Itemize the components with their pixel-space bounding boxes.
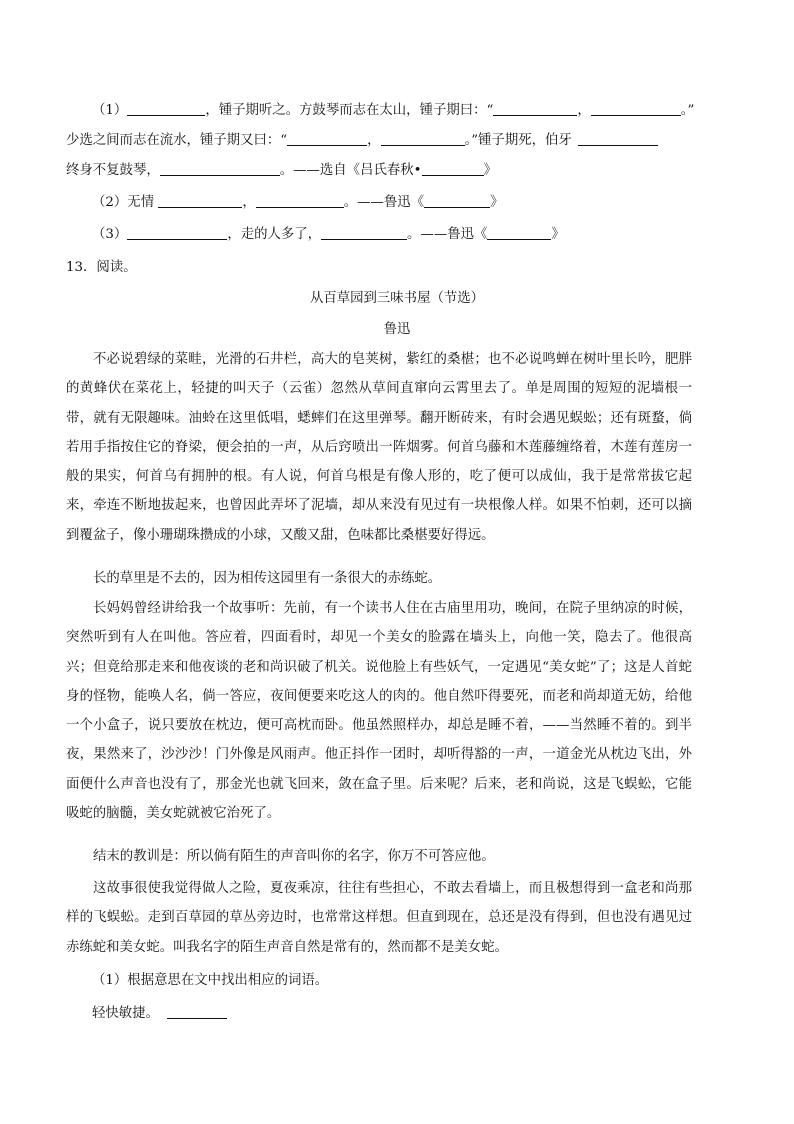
q12-line-4: （2）无情 ， 。——鲁迅《 》 bbox=[92, 195, 504, 210]
passage-paragraph: 不必说碧绿的菜畦，光滑的石井栏，高大的皂荚树，紫红的桑椹；也不必说鸣蝉在树叶里长吟，肥胖的黄蜂伏在菜花上，轻捷的叫天子（云雀）忽然从草间直窜向云霄里去了。单是周围的短短的泥墙根一带，就有无限趣味。油蛉在这里低唱，蟋蟀们在这里弹琴。翻开断砖来，有时会遇见蜈蚣；还有斑蝥，倘若用手指按住它的脊梁，便会拍的一声，从后窍喷出一阵烟雾。何首乌藤和木莲藤缠络着，木莲有莲房一般的果实，何首乌有拥肿的根。有人说，何首乌根是有像人形的，吃了便可以成仙，我于是常常拔它起来，牵连不断地拔起来，也曾因此弄坏了泥墙，却从来没有见过有一块根像人样。如果不怕刺，还可以摘到覆盆子，像小珊瑚珠攒成的小球，又酸又甜，色味都比桑椹要好得远。 bbox=[66, 352, 692, 543]
answer-blank[interactable] bbox=[321, 225, 407, 240]
answer-blank[interactable] bbox=[591, 101, 681, 116]
answer-blank[interactable] bbox=[287, 131, 367, 146]
answer-blank[interactable] bbox=[493, 101, 577, 116]
q12-line-3: 终身不复鼓琴， 。——选自《吕氏春秋• 》 bbox=[66, 163, 497, 178]
passage-paragraph: 结末的教训是：所以倘有陌生的声音叫你的名字，你万不可答应他。 bbox=[93, 849, 495, 864]
answer-blank[interactable] bbox=[158, 193, 242, 208]
answer-blank[interactable] bbox=[127, 101, 205, 116]
answer-blank[interactable] bbox=[422, 161, 484, 176]
answer-blank[interactable] bbox=[167, 1004, 227, 1019]
answer-blank[interactable] bbox=[127, 225, 227, 240]
q12-line-1: （1） ，锺子期听之。方鼓琴而志在太山，锺子期曰：“ ， 。” bbox=[92, 103, 695, 118]
passage-author: 鲁迅 bbox=[383, 322, 411, 337]
q12-line-5: （3） ，走的人多了， 。——鲁迅《 》 bbox=[92, 227, 565, 242]
question-label: 13．阅读。 bbox=[66, 260, 137, 275]
vocab-item: 轻快敏捷。 bbox=[92, 1004, 227, 1024]
answer-blank[interactable] bbox=[160, 161, 280, 176]
passage-title: 从百草园到三味书屋（节选） bbox=[309, 291, 485, 306]
sub-question: （1）根据意思在文中找出相应的词语。 bbox=[92, 973, 329, 988]
answer-blank[interactable] bbox=[256, 193, 344, 208]
passage-paragraph: 长妈妈曾经讲给我一个故事听：先前，有一个读书人住在古庙里用功，晚间，在院子里纳凉的时候，突然听到有人在叫他。答应着，四面看时，却见一个美女的脸露在墙头上，向他一笑，隐去了。他很高兴；但竟给那走来和他夜谈的老和尚识破了机关。说他脸上有些妖气，一定遇见“美女蛇”了；这是人首蛇身的怪物，能唤人名，倘一答应，夜间便要来吃这人的肉的。他自然吓得要死，而老和尚却道无妨，给他一个小盒子，说只要放在枕边，便可高枕而卧。他虽然照样办，却总是睡不着，——当然睡不着的。到半夜，果然来了，沙沙沙！门外像是风雨声。他正抖作一团时，却听得豁的一声，一道金光从枕边飞出，外面便什么声音也没有了，那金光也就飞回来，敛在盒子里。后来呢？后来，老和尚说，这是飞蜈蚣，它能吸蛇的脑髓，美女蛇就被它治死了。 bbox=[66, 601, 692, 822]
passage-paragraph: 长的草里是不去的，因为相传这园里有一条很大的赤练蛇。 bbox=[93, 571, 442, 586]
answer-blank[interactable] bbox=[424, 193, 490, 208]
q12-line-2: 少选之间而志在流水，锺子期又曰：“ ， 。”锺子期死，伯牙 bbox=[66, 131, 658, 151]
answer-blank[interactable] bbox=[578, 131, 658, 146]
passage-paragraph: 这故事很使我觉得做人之险，夏夜乘凉，往往有些担心，不敢去看墙上，而且极想得到一盒老和尚那样的飞蜈蚣。走到百草园的草丛旁边时，也常常这样想。但直到现在，总还是没有得到，但也没有遇见过赤练蛇和美女蛇。叫我名字的陌生声音自然是常有的，然而都不是美女蛇。 bbox=[66, 881, 692, 955]
answer-blank[interactable] bbox=[381, 131, 465, 146]
answer-blank[interactable] bbox=[487, 225, 551, 240]
